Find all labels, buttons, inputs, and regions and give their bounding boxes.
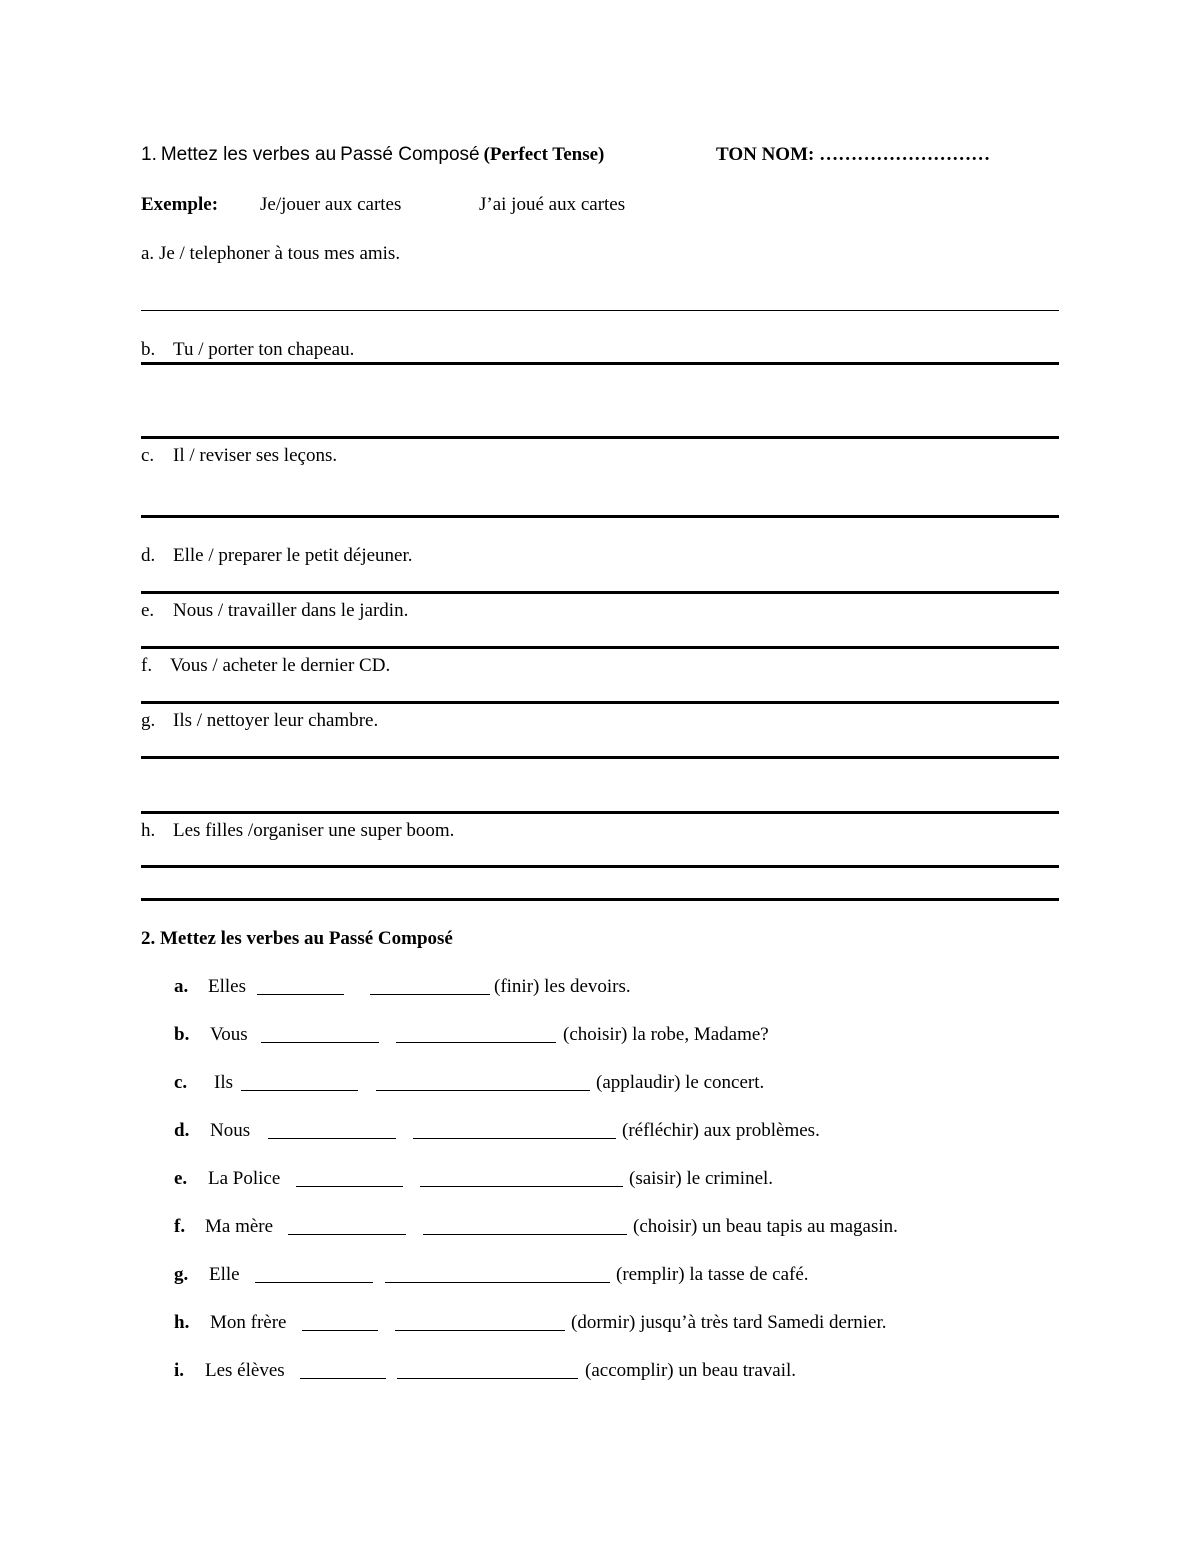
- item-1d: [141, 545, 413, 567]
- item-1c: [141, 445, 337, 467]
- item-letter: e.: [174, 1168, 188, 1189]
- item-text: Vous / acheter le dernier CD.: [170, 655, 391, 676]
- fill-item-2f: [0, 1212, 1200, 1242]
- item-subject: Nous: [210, 1120, 251, 1141]
- answer-line-1g-2: [141, 811, 1059, 814]
- item-1b: [141, 339, 354, 361]
- blank-auxiliary[interactable]: [255, 1264, 373, 1283]
- example-answer: J’ai joué aux cartes: [479, 194, 626, 215]
- item-text: Nous / travailler dans le jardin.: [173, 600, 409, 621]
- answer-line-1d: [141, 591, 1059, 594]
- fill-item-2g: [0, 1260, 1200, 1290]
- item-verb: (choisir) la robe, Madame?: [563, 1024, 769, 1045]
- item-text: Il / reviser ses leçons.: [173, 445, 338, 466]
- blank-auxiliary[interactable]: [261, 1024, 379, 1043]
- item-letter: b.: [174, 1024, 190, 1045]
- fill-item-2d: [0, 1116, 1200, 1146]
- blank-participle[interactable]: [397, 1360, 578, 1379]
- item-subject: Vous: [210, 1024, 248, 1045]
- item-letter: d.: [141, 545, 156, 566]
- item-verb: (applaudir) le concert.: [596, 1072, 765, 1093]
- blank-auxiliary[interactable]: [268, 1120, 396, 1139]
- item-letter: i.: [174, 1360, 185, 1381]
- item-verb: (choisir) un beau tapis au magasin.: [633, 1216, 898, 1237]
- item-letter: a.: [174, 976, 189, 997]
- item-letter: g.: [141, 710, 156, 731]
- item-text: Les filles /organiser une super boom.: [173, 820, 455, 841]
- item-verb: (accomplir) un beau travail.: [585, 1360, 797, 1381]
- blank-auxiliary[interactable]: [296, 1168, 403, 1187]
- item-subject: Mon frère: [210, 1312, 287, 1333]
- blank-participle[interactable]: [376, 1072, 590, 1091]
- blank-participle[interactable]: [370, 976, 490, 995]
- answer-line-1f: [141, 701, 1059, 704]
- blank-participle[interactable]: [385, 1264, 610, 1283]
- fill-item-2e: [0, 1164, 1200, 1194]
- item-subject: Ma mère: [205, 1216, 274, 1237]
- blank-auxiliary[interactable]: [302, 1312, 378, 1331]
- item-1a: [141, 243, 400, 265]
- item-text: Je / telephoner à tous mes amis.: [158, 243, 401, 264]
- answer-line-1g-1: [141, 756, 1059, 759]
- item-verb: (finir) les devoirs.: [494, 976, 631, 997]
- tense-name: Passé Composé: [340, 144, 480, 165]
- exercise-1-instruction: Mettez les verbes au: [160, 144, 337, 165]
- item-1f: [141, 655, 390, 677]
- answer-line-1h-1: [141, 865, 1059, 868]
- item-letter: b.: [141, 339, 156, 360]
- answer-line-1a: [141, 310, 1059, 311]
- blank-participle[interactable]: [413, 1120, 616, 1139]
- item-letter: c.: [141, 445, 155, 466]
- item-subject: La Police: [208, 1168, 281, 1189]
- fill-item-2h: [0, 1308, 1200, 1338]
- blank-participle[interactable]: [396, 1024, 556, 1043]
- answer-line-1e: [141, 646, 1059, 649]
- item-letter: c.: [174, 1072, 188, 1093]
- item-letter: f.: [141, 655, 153, 676]
- item-verb: (réfléchir) aux problèmes.: [622, 1120, 820, 1141]
- item-subject: Elle: [209, 1264, 240, 1285]
- blank-participle[interactable]: [420, 1168, 623, 1187]
- item-1g: [141, 710, 378, 732]
- name-field-label: TON NOM: ………………………: [716, 144, 991, 165]
- exercise-1-number: 1.: [141, 144, 157, 165]
- item-text: Ils / nettoyer leur chambre.: [173, 710, 379, 731]
- example-label: Exemple:: [141, 194, 219, 215]
- blank-auxiliary[interactable]: [288, 1216, 406, 1235]
- fill-item-2a: [0, 972, 1200, 1002]
- item-letter: h.: [174, 1312, 190, 1333]
- blank-participle[interactable]: [395, 1312, 565, 1331]
- blank-auxiliary[interactable]: [257, 976, 344, 995]
- example-prompt: Je/jouer aux cartes: [260, 194, 402, 215]
- answer-line-1b-1: [141, 362, 1059, 365]
- item-letter: f.: [174, 1216, 186, 1237]
- item-verb: (saisir) le criminel.: [629, 1168, 774, 1189]
- tense-translation: (Perfect Tense): [483, 144, 605, 165]
- item-text: Tu / porter ton chapeau.: [173, 339, 355, 360]
- exercise-2-title: 2. Mettez les verbes au Passé Composé: [141, 928, 453, 949]
- answer-line-1b-2: [141, 436, 1059, 439]
- fill-item-2i: [0, 1356, 1200, 1386]
- fill-item-2c: [0, 1068, 1200, 1098]
- item-1h: [141, 820, 454, 842]
- item-letter: d.: [174, 1120, 190, 1141]
- blank-auxiliary[interactable]: [241, 1072, 358, 1091]
- item-letter: h.: [141, 820, 156, 841]
- answer-line-1c: [141, 515, 1059, 518]
- fill-item-2b: [0, 1020, 1200, 1050]
- blank-auxiliary[interactable]: [300, 1360, 386, 1379]
- item-verb: (remplir) la tasse de café.: [616, 1264, 809, 1285]
- item-1e: [141, 600, 408, 622]
- blank-participle[interactable]: [423, 1216, 627, 1235]
- item-letter: e.: [141, 600, 155, 621]
- item-subject: Ils: [214, 1072, 233, 1093]
- exercise-1-header: [141, 144, 604, 166]
- item-subject: Les élèves: [205, 1360, 285, 1381]
- answer-line-1h-2: [141, 898, 1059, 901]
- item-verb: (dormir) jusqu’à très tard Samedi dernier.: [571, 1312, 887, 1333]
- item-subject: Elles: [208, 976, 246, 997]
- item-letter: g.: [174, 1264, 189, 1285]
- item-text: Elle / preparer le petit déjeuner.: [173, 545, 413, 566]
- item-letter: a.: [141, 243, 155, 264]
